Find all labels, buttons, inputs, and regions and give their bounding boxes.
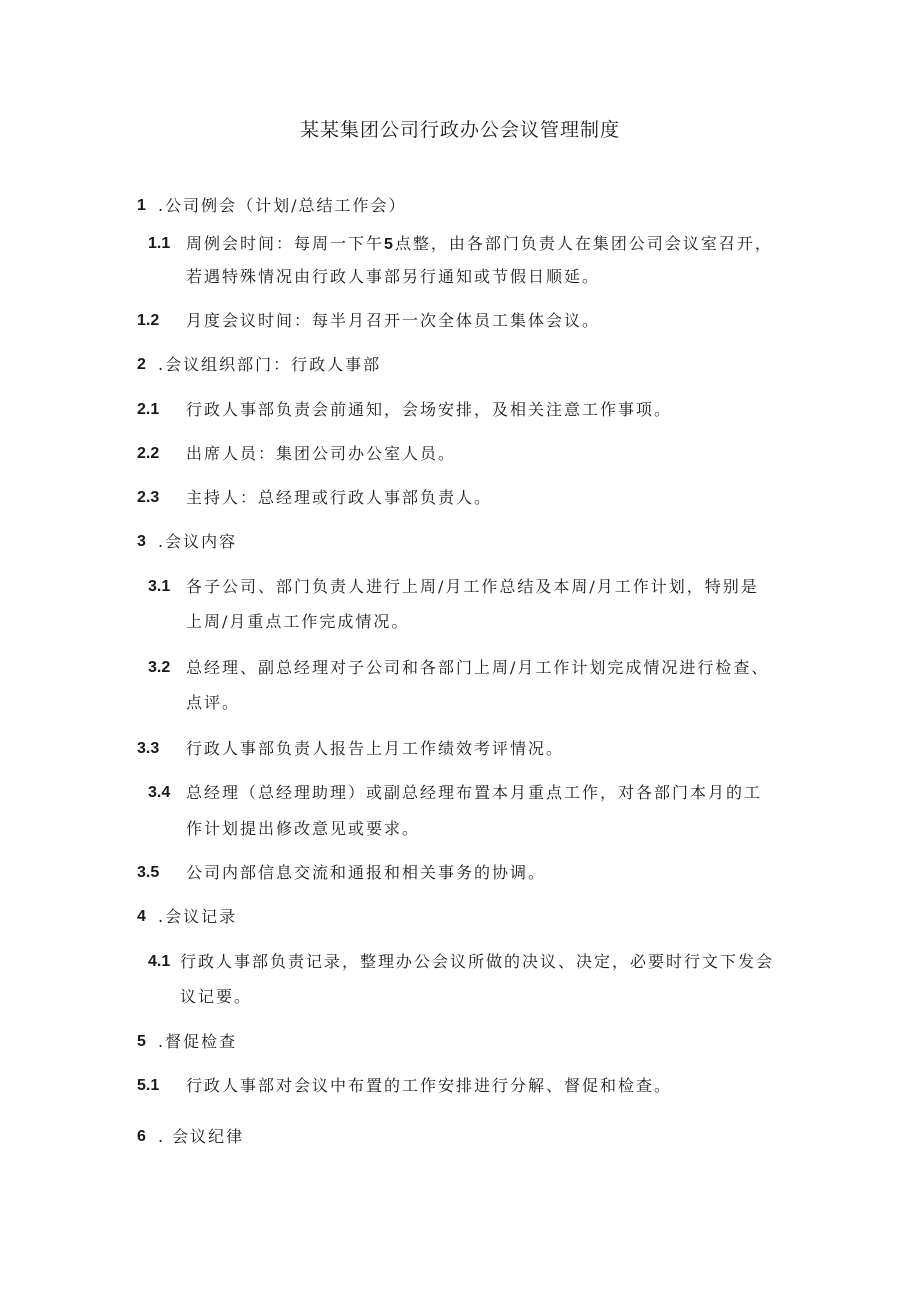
section-number: 5 <box>137 1033 146 1050</box>
item-text: 总经理、副总经理对子公司和各部门上周/月工作计划完成情况进行检查、 <box>186 658 770 677</box>
item-text: 主持人：总经理或行政人事部负责人。 <box>186 488 493 507</box>
item-text <box>186 232 773 257</box>
item-number: 2.2 <box>137 445 160 462</box>
item-text: 总经理（总经理助理）或副总经理布置本月重点工作，对各部门本月的工 <box>186 783 763 802</box>
item-number: 4.1 <box>148 953 171 970</box>
item-number: 1.2 <box>137 312 160 329</box>
item-text-part: 点整，由各部门负责人在集团公司会议室召开， <box>394 234 773 253</box>
section-number: 4 <box>137 908 146 925</box>
section-heading: .会议组织部门：行政人事部 <box>158 355 382 374</box>
section-heading: .公司例会（计划/总结工作会） <box>158 196 407 215</box>
item-text: 行政人事部负责记录，整理办公会议所做的决议、决定，必要时行文下发会 <box>180 952 775 971</box>
item-number: 3.4 <box>148 784 171 801</box>
item-text: 公司内部信息交流和通报和相关事务的协调。 <box>186 863 547 882</box>
section-heading: . 会议纪律 <box>158 1127 245 1146</box>
item-text-continuation: 若遇特殊情况由行政人事部另行通知或节假日顺延。 <box>186 267 601 286</box>
item-number: 1.1 <box>148 235 171 252</box>
item-number: 2.3 <box>137 489 160 506</box>
item-text: 行政人事部负责会前通知，会场安排，及相关注意工作事项。 <box>186 400 673 419</box>
item-text-continuation: 上周/月重点工作完成情况。 <box>186 612 410 631</box>
item-number: 3.2 <box>148 659 171 676</box>
item-number: 3.5 <box>137 864 160 881</box>
section-number: 3 <box>137 533 146 550</box>
document-title: 某某集团公司行政办公会议管理制度 <box>299 119 620 141</box>
section-heading: .会议内容 <box>158 532 238 551</box>
section-heading: .督促检查 <box>158 1032 238 1051</box>
section-number: 6 <box>137 1128 146 1145</box>
item-text-continuation: 点评。 <box>186 693 241 712</box>
item-number: 3.3 <box>137 740 160 757</box>
item-text-part: 周例会时间：每周一下午 <box>186 234 385 253</box>
item-number: 5.1 <box>137 1077 160 1094</box>
item-text: 行政人事部对会议中布置的工作安排进行分解、督促和检查。 <box>186 1076 673 1095</box>
item-text: 行政人事部负责人报告上月工作绩效考评情况。 <box>186 739 565 758</box>
item-text: 出席人员：集团公司办公室人员。 <box>186 444 457 463</box>
item-text: 各子公司、部门负责人进行上周/月工作总结及本周/月工作计划，特别是 <box>186 577 759 596</box>
item-text-continuation: 作计划提出修改意见或要求。 <box>186 819 421 838</box>
item-number: 3.1 <box>148 578 171 595</box>
section-heading: .会议记录 <box>158 907 238 926</box>
section-number: 1 <box>137 197 146 214</box>
item-text-bold-number: 5 <box>384 236 395 253</box>
section-number: 2 <box>137 356 146 373</box>
item-text: 月度会议时间：每半月召开一次全体员工集体会议。 <box>186 311 601 330</box>
item-number: 2.1 <box>137 401 160 418</box>
item-text-continuation: 议记要。 <box>180 987 253 1006</box>
